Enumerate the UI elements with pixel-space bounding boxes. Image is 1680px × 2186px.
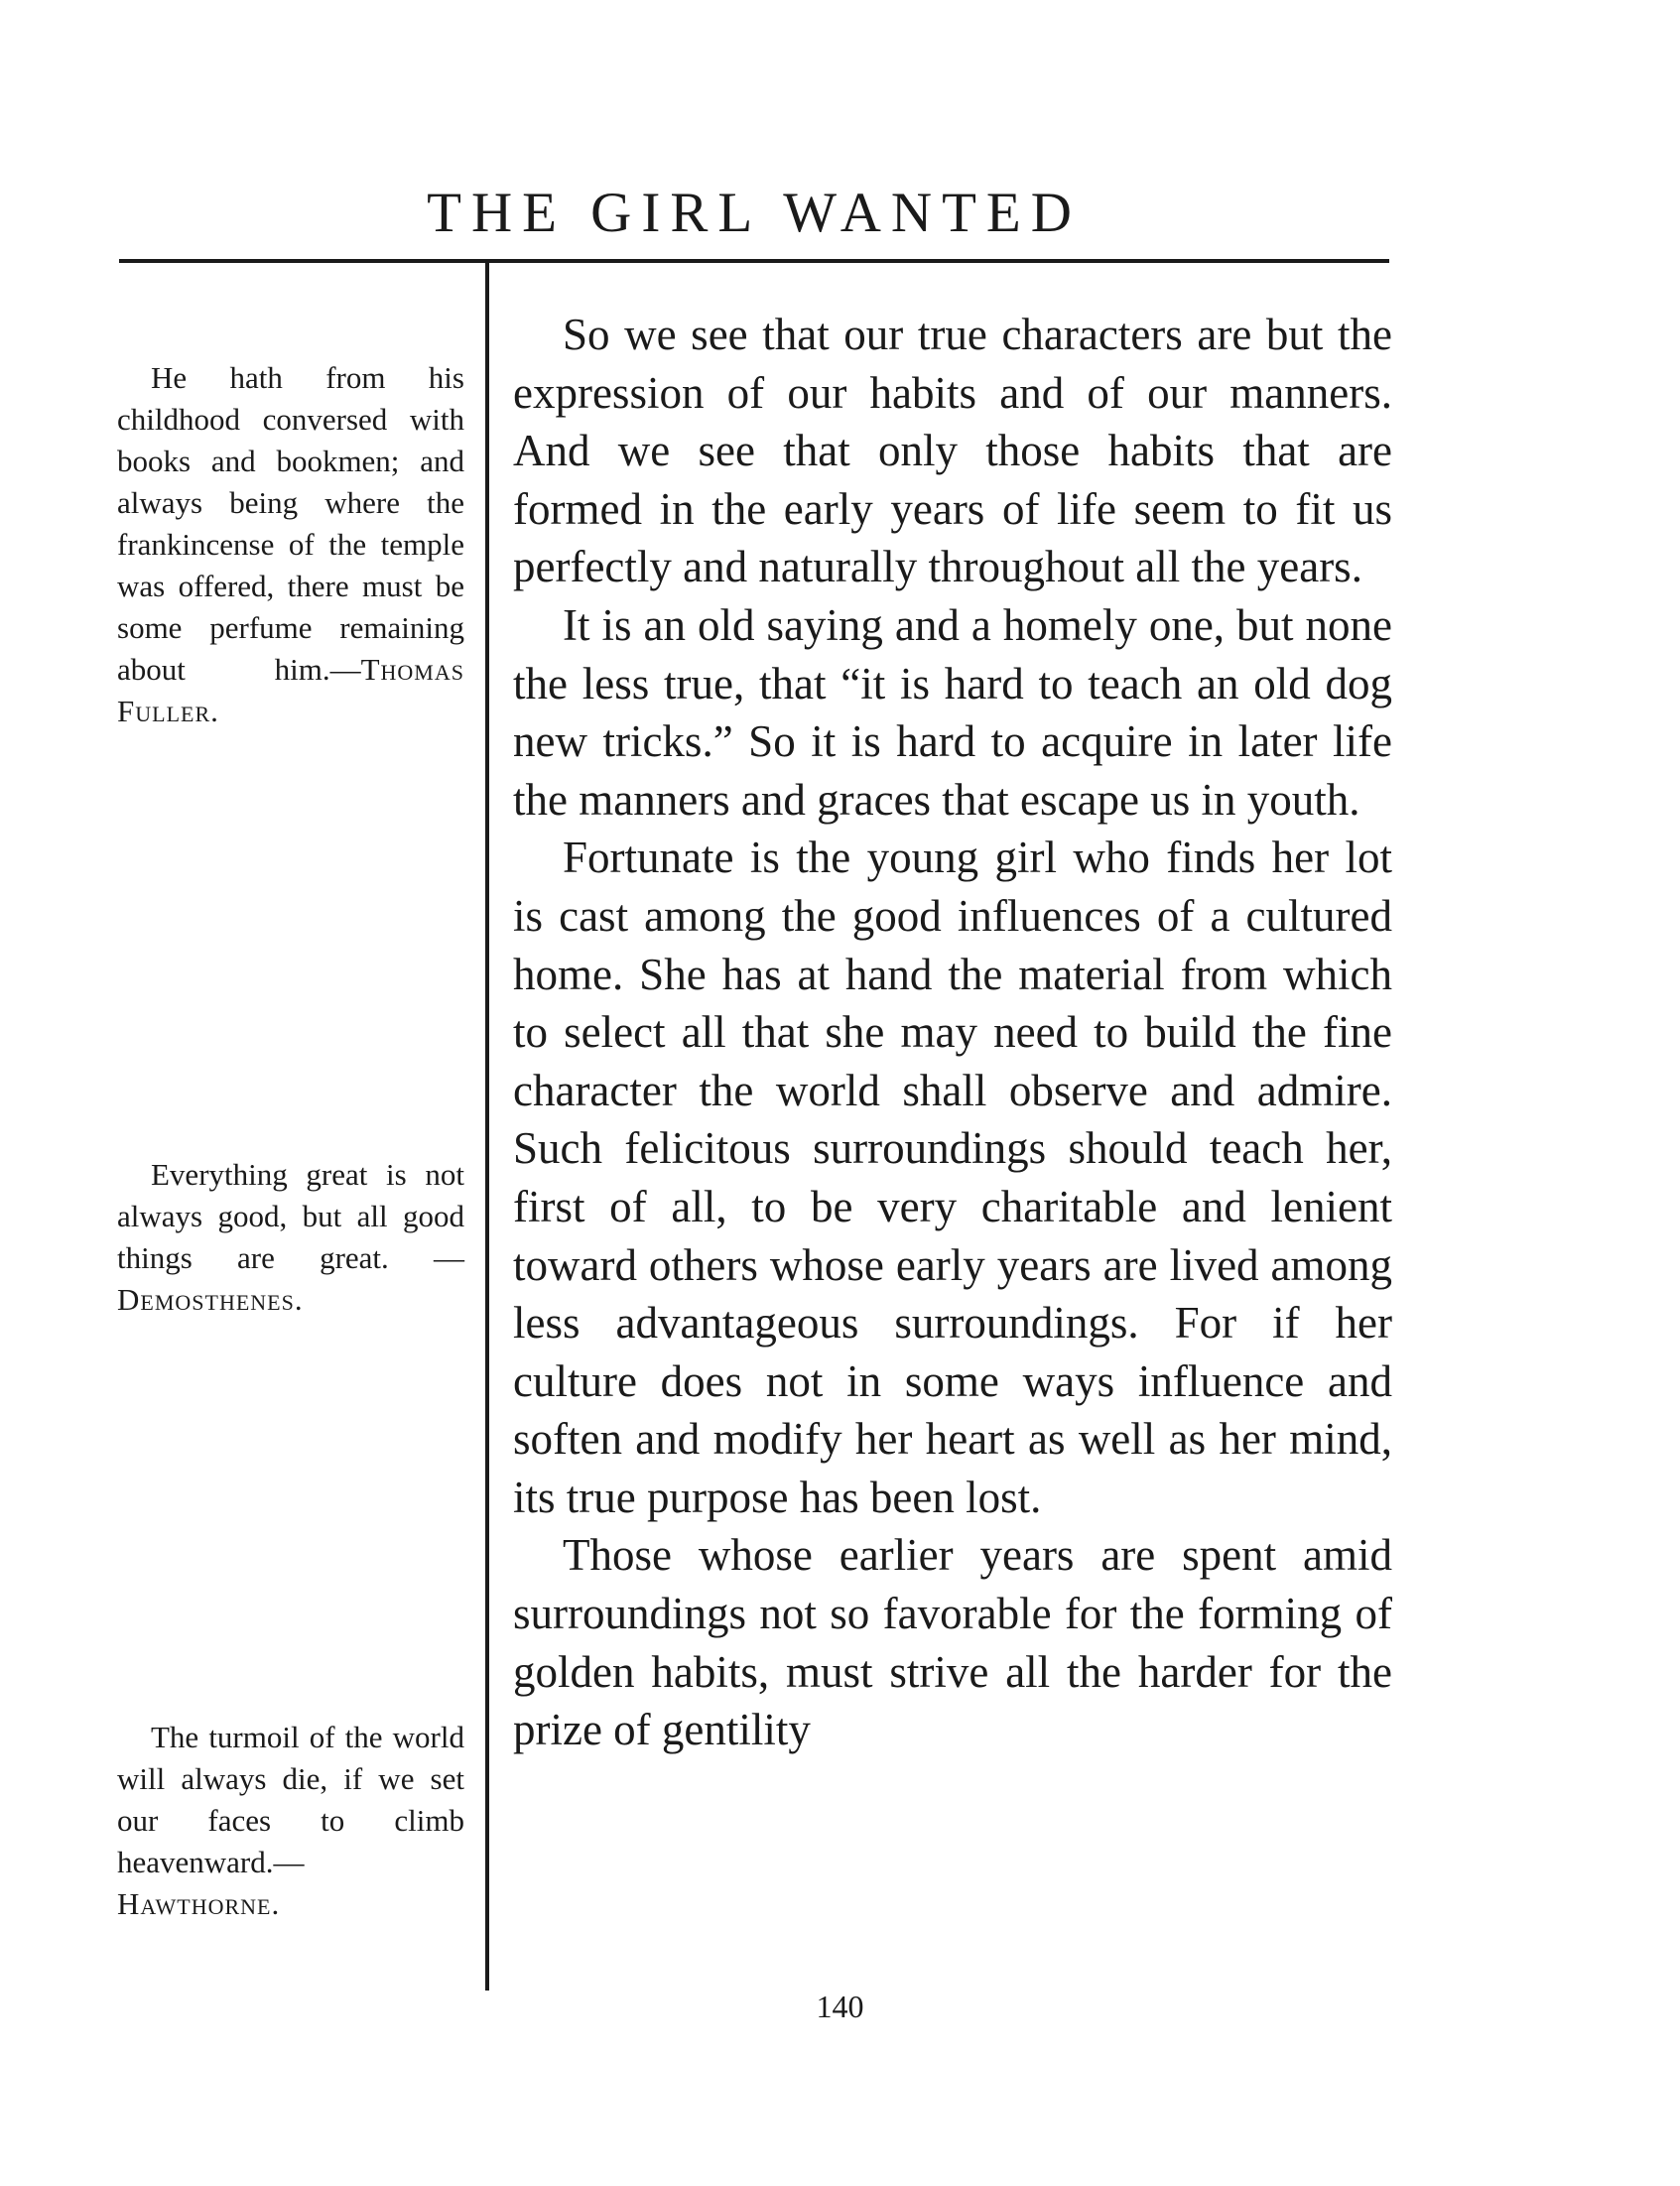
quote-author: Thomas Fuller. <box>117 652 464 728</box>
running-head-title: THE GIRL WANTED <box>427 182 1082 244</box>
body-paragraph: So we see that our true characters are but the expression of our habits and of our manners. And we see that only those habits that are formed in the early years of life seem to fit us perfectly and naturally throughout all the years. <box>513 310 1392 592</box>
body-paragraph: Fortunate is the young girl who finds her lot is cast among the good influences of a cultured home. She has at hand the material from which to select all that she may need to build the fine character the world shall observe and admire. Such felicitous surroundings should teach her, first of all, to be very charitable and lenient toward others whose early years are lived among less advantageous surroundings. For if her culture does not in some ways influence and soften and modify her heart as well as her mind, its true purpose has been lost. <box>513 833 1392 1522</box>
header-rule <box>119 259 1389 263</box>
quote-author: Demosthenes. <box>117 1282 304 1317</box>
sidebar-quote <box>117 1154 464 1321</box>
quote-body: The turmoil of the world will always die, if we set our faces to climb heavenward.— <box>117 1720 464 1879</box>
sidebar-quote-text <box>117 357 464 732</box>
sidebar-quote <box>117 357 464 732</box>
body-text <box>513 306 1392 1759</box>
body-paragraph: It is an old saying and a homely one, but none the less true, that “it is hard to teach an old dog new tricks.” So it is hard to acquire in later life the manners and graces that escape us in youth. <box>513 599 1392 825</box>
page-number: 140 <box>816 1989 864 2024</box>
quote-body: He hath from his childhood conversed with books and bookmen; and always being where the frankincense of the temple was offered, there must be some perfume remaining about him.— <box>117 360 464 687</box>
sidebar-quote-text <box>117 1717 464 1925</box>
quote-body: Everything great is not always good, but all good things are great. — <box>117 1157 464 1275</box>
body-paragraph: Those whose earlier years are spent amid surroundings not so favorable for the forming of golden habits, must strive all the harder for the prize of gentility <box>513 1530 1392 1755</box>
sidebar-quote <box>117 1717 464 1925</box>
quote-author: Hawthorne. <box>117 1886 281 1921</box>
column-divider-rule <box>485 261 489 1991</box>
sidebar-quote-text <box>117 1154 464 1321</box>
